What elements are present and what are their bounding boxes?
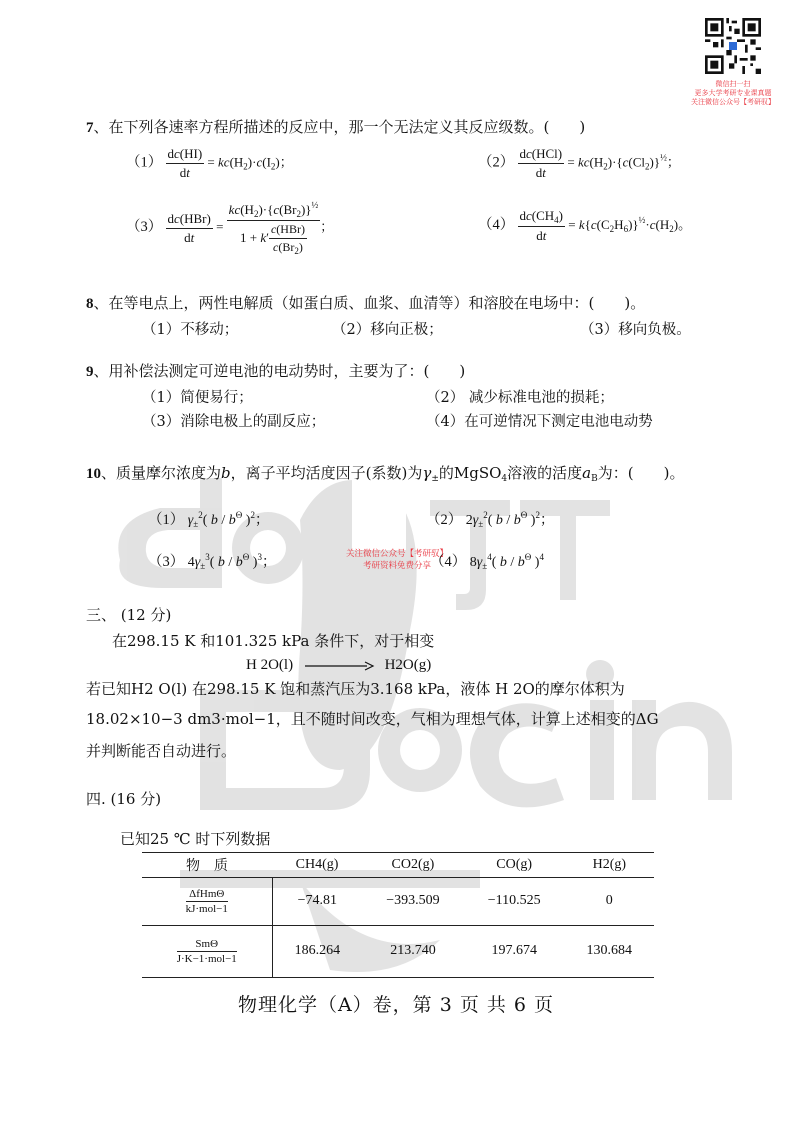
option-label: （4） [478, 216, 515, 233]
q8-option-1: （1）不移动； [142, 322, 239, 338]
option-label: （3） [148, 554, 185, 570]
section-3-line1: 在298.15 K 和101.325 kPa 条件下，对于相变 [112, 632, 435, 650]
q7-option-2: （2） $\frac{\text{dc(HCl)}}{dt}$ = $kc(H_2)\cdot\{c(Cl_2)\}^{\frac{1}{2}}$； [478, 146, 680, 180]
watermark-promo-line2: 考研资料免费分享 [362, 561, 431, 571]
table-header-row [142, 853, 654, 877]
rate-fraction: $\frac{\text{dc(HBr)}}{dt}$ [167, 210, 211, 245]
question-text: 溶液的活度 [507, 464, 583, 482]
question-number: 9 [86, 364, 94, 380]
q9-option-4: （4）在可逆情况下测定电池电动势 [426, 414, 653, 430]
q8-option-2: （2）移向正极； [332, 322, 443, 338]
table-header: H2(g) [592, 856, 627, 872]
question-9 [86, 360, 465, 383]
table-header: CO2(g) [391, 856, 435, 872]
table-cell: −74.81 [297, 893, 338, 908]
table-cell: 186.264 [294, 943, 341, 959]
table-header: 物 质 [186, 858, 228, 874]
row-label-denominator: J·K−1·mol−1 [176, 952, 237, 965]
option-label: （1） [148, 512, 185, 528]
row-label [142, 925, 272, 977]
q9-option-3: （3）消除电极上的副反应； [142, 414, 326, 430]
table-cell: −393.509 [386, 893, 440, 908]
table-cell: −110.525 [487, 893, 541, 908]
phase-change-equation [246, 654, 431, 676]
question-text: ，离子平均活度因子(系数)为 [230, 464, 423, 482]
question-number: 8 [86, 296, 94, 312]
section-3-line4: 并判断能否自动进行。 [86, 742, 237, 760]
question-number: 7 [86, 120, 94, 136]
q10-option-3: （3） $4\gamma_\pm^3$( b / $b^\Theta$ )$^3$； [148, 552, 276, 571]
option-label: （3） [126, 218, 163, 235]
option-label: （2） [478, 154, 515, 171]
question-text: 、质量摩尔浓度为 [101, 464, 222, 482]
table-header: CO(g) [496, 856, 533, 872]
rate-fraction: $\frac{dc(HI)}{dt}$ [167, 146, 203, 180]
page-footer: 物理化学（A）卷，第 3 页 共 6 页 [237, 994, 555, 1016]
option-label: （1） [126, 154, 163, 171]
table-row [142, 877, 654, 925]
q7-option-1: （1） $\frac{dc(HI)}{dt}$ = $kc(H_2)\cdot c(I_2)$； [126, 146, 293, 180]
product: H2O(g) [384, 657, 432, 673]
row-label-numerator: ΔfHmΘ [186, 888, 228, 902]
watermark-promo-line1: 关注微信公众号【考研驭】 [345, 549, 448, 559]
table-header: CH4(g) [295, 856, 339, 872]
section-4-intro: 已知25 ℃ 时下列数据 [120, 830, 271, 848]
rate-fraction: $\frac{dc(CH_4)}{dt}$ [519, 208, 564, 243]
option-label: （2） [426, 512, 463, 528]
question-8 [86, 292, 645, 315]
q7-option-3: （3） $\frac{\text{dc(HBr)}}{dt}$ = $kc(H_2)\cdot\{c(Br_2)\}^{\frac{1}{2}}$ 1 + k′ $\frac{\text{c(HBr)}}{c(Br_2)}$ ； [126, 200, 334, 256]
reactant: H 2O(l) [246, 657, 294, 673]
question-10: 10、质量摩尔浓度为b，离子平均活度因子(系数)为$\gamma_\pm$的MgSO$_4$溶液的活度$a_B$为：( )。 [86, 464, 685, 484]
question-text: 为：( )。 [597, 464, 685, 482]
rate-expression: $kc(H_2)\cdot\{c(Br_2)\}^{\frac{1}{2}}$ 1 + k′ $\frac{\text{c(HBr)}}{c(Br_2)}$ [228, 200, 319, 256]
qr-code-icon[interactable] [705, 18, 761, 74]
section-3-line2: 若已知H2 O(l) 在298.15 K 饱和蒸汽压为3.168 kPa，液体 H 2O的摩尔体积为 [86, 680, 625, 698]
q10-option-1: （1） $\gamma_\pm^2$( b / $b^\Theta$ )$^2$； [148, 510, 269, 529]
q8-option-3: （3）移向负极。 [580, 322, 691, 338]
table-row [142, 925, 654, 977]
q9-option-2: （2） 减少标准电池的损耗； [426, 390, 614, 406]
row-label [142, 877, 272, 925]
section-3-line3: 18.02×10−3 dm3·mol−1，且不随时间改变，气相为理想气体，计算上述相变的ΔG [86, 710, 659, 728]
row-label-denominator: kJ·mol−1 [185, 902, 228, 915]
q10-option-4: （4） $8\gamma_\pm^4$( b / $b^\Theta$ )$^4$ [430, 552, 544, 571]
thermo-data-table [142, 853, 654, 977]
q9-option-1: （1）简便易行； [142, 390, 253, 406]
q7-option-4: （4） $\frac{dc(CH_4)}{dt}$ = $k\{c(C_2H_6)\}^{\frac{1}{2}}\cdot c(H_2)$。 [478, 208, 692, 243]
question-text: 、用补偿法测定可逆电池的电动势时，主要为了：( ) [93, 362, 466, 380]
rate-fraction: $\frac{\text{dc(HCl)}}{dt}$ [519, 146, 563, 180]
qr-caption-line1: 微信扫一扫 [715, 80, 751, 88]
table-cell: 213.740 [390, 943, 436, 959]
section-4-heading: 四. (16 分) [86, 790, 162, 808]
option-label: （4） [430, 554, 467, 570]
table-cell: 0 [605, 893, 613, 908]
qr-caption [680, 80, 786, 107]
question-text: 的MgSO [438, 464, 502, 482]
question-7 [86, 116, 585, 139]
arrow-right-icon [303, 660, 375, 672]
table-cell: 197.674 [491, 943, 537, 959]
question-number: 10 [86, 466, 101, 482]
table-cell: 130.684 [586, 943, 633, 959]
thermo-data-table-wrap [142, 852, 654, 978]
q10-option-2: （2） $2\gamma_\pm^2$( b / $b^\Theta$ )$^2$； [426, 510, 554, 529]
question-text: 、在等电点上，两性电解质（如蛋白质、血浆、血清等）和溶胶在电场中：( )。 [93, 294, 646, 312]
question-text: 、在下列各速率方程所描述的反应中，那一个无法定义其反应级数。( ) [93, 118, 586, 136]
row-label-numerator: SmΘ [177, 938, 237, 952]
qr-caption-line3: 关注微信公众号【考研驭】 [691, 98, 775, 106]
section-3-heading: 三、 (12 分) [86, 606, 172, 624]
qr-caption-line2: 更多大学考研专业课真题 [694, 89, 772, 97]
